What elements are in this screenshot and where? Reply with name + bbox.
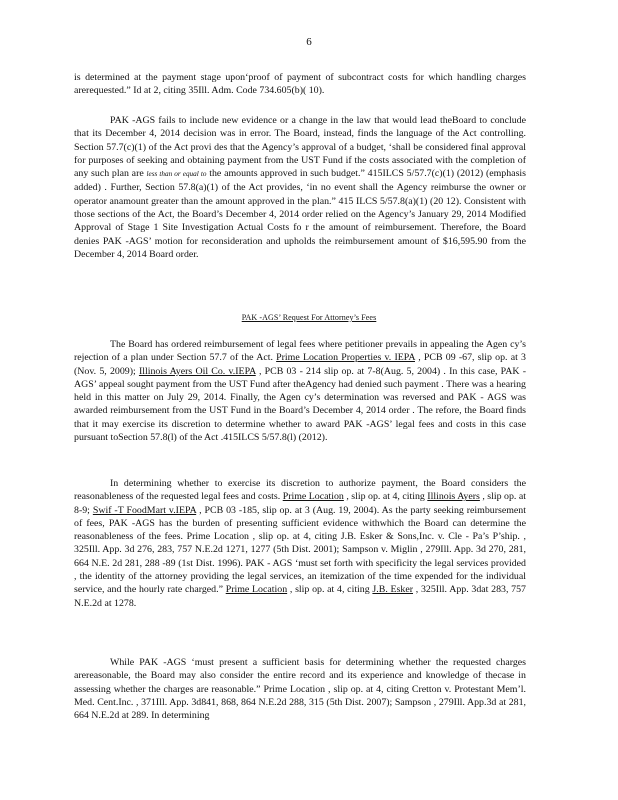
case-citation: Prime Location xyxy=(225,584,288,596)
paragraph-reconsideration xyxy=(74,114,526,261)
paragraph-continued: is determined at the payment stage upon‘proof of payment of subcontract costs for which handling charges arerequested.” Id at 2, citing 35Ill. Adm. Code 734.605(b)( 10). xyxy=(74,72,526,97)
paragraph-text: , slip op. at 4, citing xyxy=(343,491,428,503)
paragraph-text: , slip op. at 8-9; xyxy=(74,491,526,516)
case-citation: Prime Location Properties v. IEPA xyxy=(276,352,415,364)
paragraph-text: , PCB 03 - 214 slip op. at 7-8(Aug. 5, 2004) . In this case, PAK -AGS’ appeal sought payment from the UST Fund after theAgency had denied such payment . There was a hearing held in this matter on July 29, 2014. Finally, the Agen cy’s determination was reversed and PAK - AGS was awarded reimbursement from the UST Fund in the Board’s December 4, 2014 order . The refore, the Board finds that it may exercise its discretion to determine whether to award PAK -AGS’ legal fees and costs in this case pursuant toSection 57.8(l) of the Act .415ILCS 5/57.8(l) (2012). xyxy=(74,365,526,444)
paragraph-legal-fees xyxy=(74,338,526,444)
paragraph-text: , PCB 09 -67, slip op. at 3 (Nov. 5, 2009); xyxy=(74,352,526,377)
paragraph-text: The Board has ordered reimbursement of legal fees where petitioner prevails in appealing the Agen cy’s rejection of a plan under Section 57.7 of the Act. xyxy=(74,339,526,364)
case-citation: J.B. Esker xyxy=(372,584,414,596)
paragraph-text: , PCB 03 -185, slip op. at 3 (Aug. 19, 2004). As the party seeking reimbursement of fees, PAK -AGS has the burden of presenting sufficient evidence withwhich the Board can determine the reasonableness of the fees. Prime Location , slip op. at 4, citing J.B. Esker & Sons,Inc. v. Cle - Pa’s P’ship. , 325Ill. App. 3d 276, 283, 757 N.E.2d 1271, 1277 (5th Dist. 2001); Sampson v. Miglin , 279Ill. App. 3d 270, 281, 664 N.E. 2d 281, 288 -89 (1st Dist. 1996). PAK - AGS ‘must set forth with specificity the legal services provided , the identity of the attorney providing the legal services, an itemization of the time expended for the individual service, and the hourly rate charged.” xyxy=(74,504,526,596)
emphasis-text: less than or equal to xyxy=(146,170,207,179)
case-citation: Swif -T FoodMart v.IEPA xyxy=(92,504,197,516)
paragraph-text: , slip op. at 4, citing xyxy=(287,584,373,596)
paragraph-text: the amounts approved in such budget.” 415ILCS 5/57.7(c)(1) (2012) (emphasis added) . Further, Section 57.8(a)(1) of the Act provides, ‘in no event shall the Agency reimburse the owner or operator anamount greater than the amount approved in the plan.” 415 ILCS 5/57.8(a)(1) (20 12). Consistent with those sections of the Act, the Board’s December 4, 2014 order relied on the Agency’s January 29, 2014 Modified Approval of Stage 1 Site Investigation Actual Costs fo r the amount of reimbursement. Therefore, the Board denies PAK -AGS’ motion for reconsideration and upholds the reimbursement amount of $16,595.90 from the December 4, 2014 Board order. xyxy=(74,168,526,260)
paragraph-text: , 325Ill. App. 3dat 283, 757 N.E.2d at 1278. xyxy=(74,584,526,609)
section-heading: PAK -AGS’ Request For Attorney’s Fees xyxy=(241,313,377,322)
paragraph-text: PAK -AGS fails to include new evidence or a change in the law that would lead theBoard to conclude that its December 4, 2014 decision was in error. The Board, instead, finds the language of the Act controlling. Section 57.7(c)(1) of the Act provi des that the Agency’s approval of a budget, ‘shall be considered final approval for purposes of seeking and obtaining payment from the UST Fund if the costs associated with the completion of any such plan are xyxy=(74,115,526,180)
page-number: 6 xyxy=(306,36,312,48)
paragraph-reasonableness: While PAK -AGS ‘must present a sufficient basis for determining whether the requested charges arereasonable, the Board may also consider the entire record and its experience and knowledge of thecase in assessing whether the charges are reasonable.” Prime Location , slip op. at 4, citing Cretton v. Protestant Mem’l. Med. Cent.Inc. , 371Ill. App. 3d841, 868, 864 N.E.2d 288, 315 (5th Dist. 2007); Sampson , 279Ill. App.3d at 281, 664 N.E.2d at 289. In determining xyxy=(74,657,526,722)
case-citation: Illinois Ayers Oil Co. v.IEPA xyxy=(138,365,256,377)
case-citation: Prime Location xyxy=(282,491,344,503)
paragraph-discretion xyxy=(74,477,526,610)
paragraph-text: In determining whether to exercise its discretion to authorize payment, the Board considers the reasonableness of the requested legal fees and costs. xyxy=(74,478,526,503)
case-citation: Illinois Ayers xyxy=(427,491,480,503)
